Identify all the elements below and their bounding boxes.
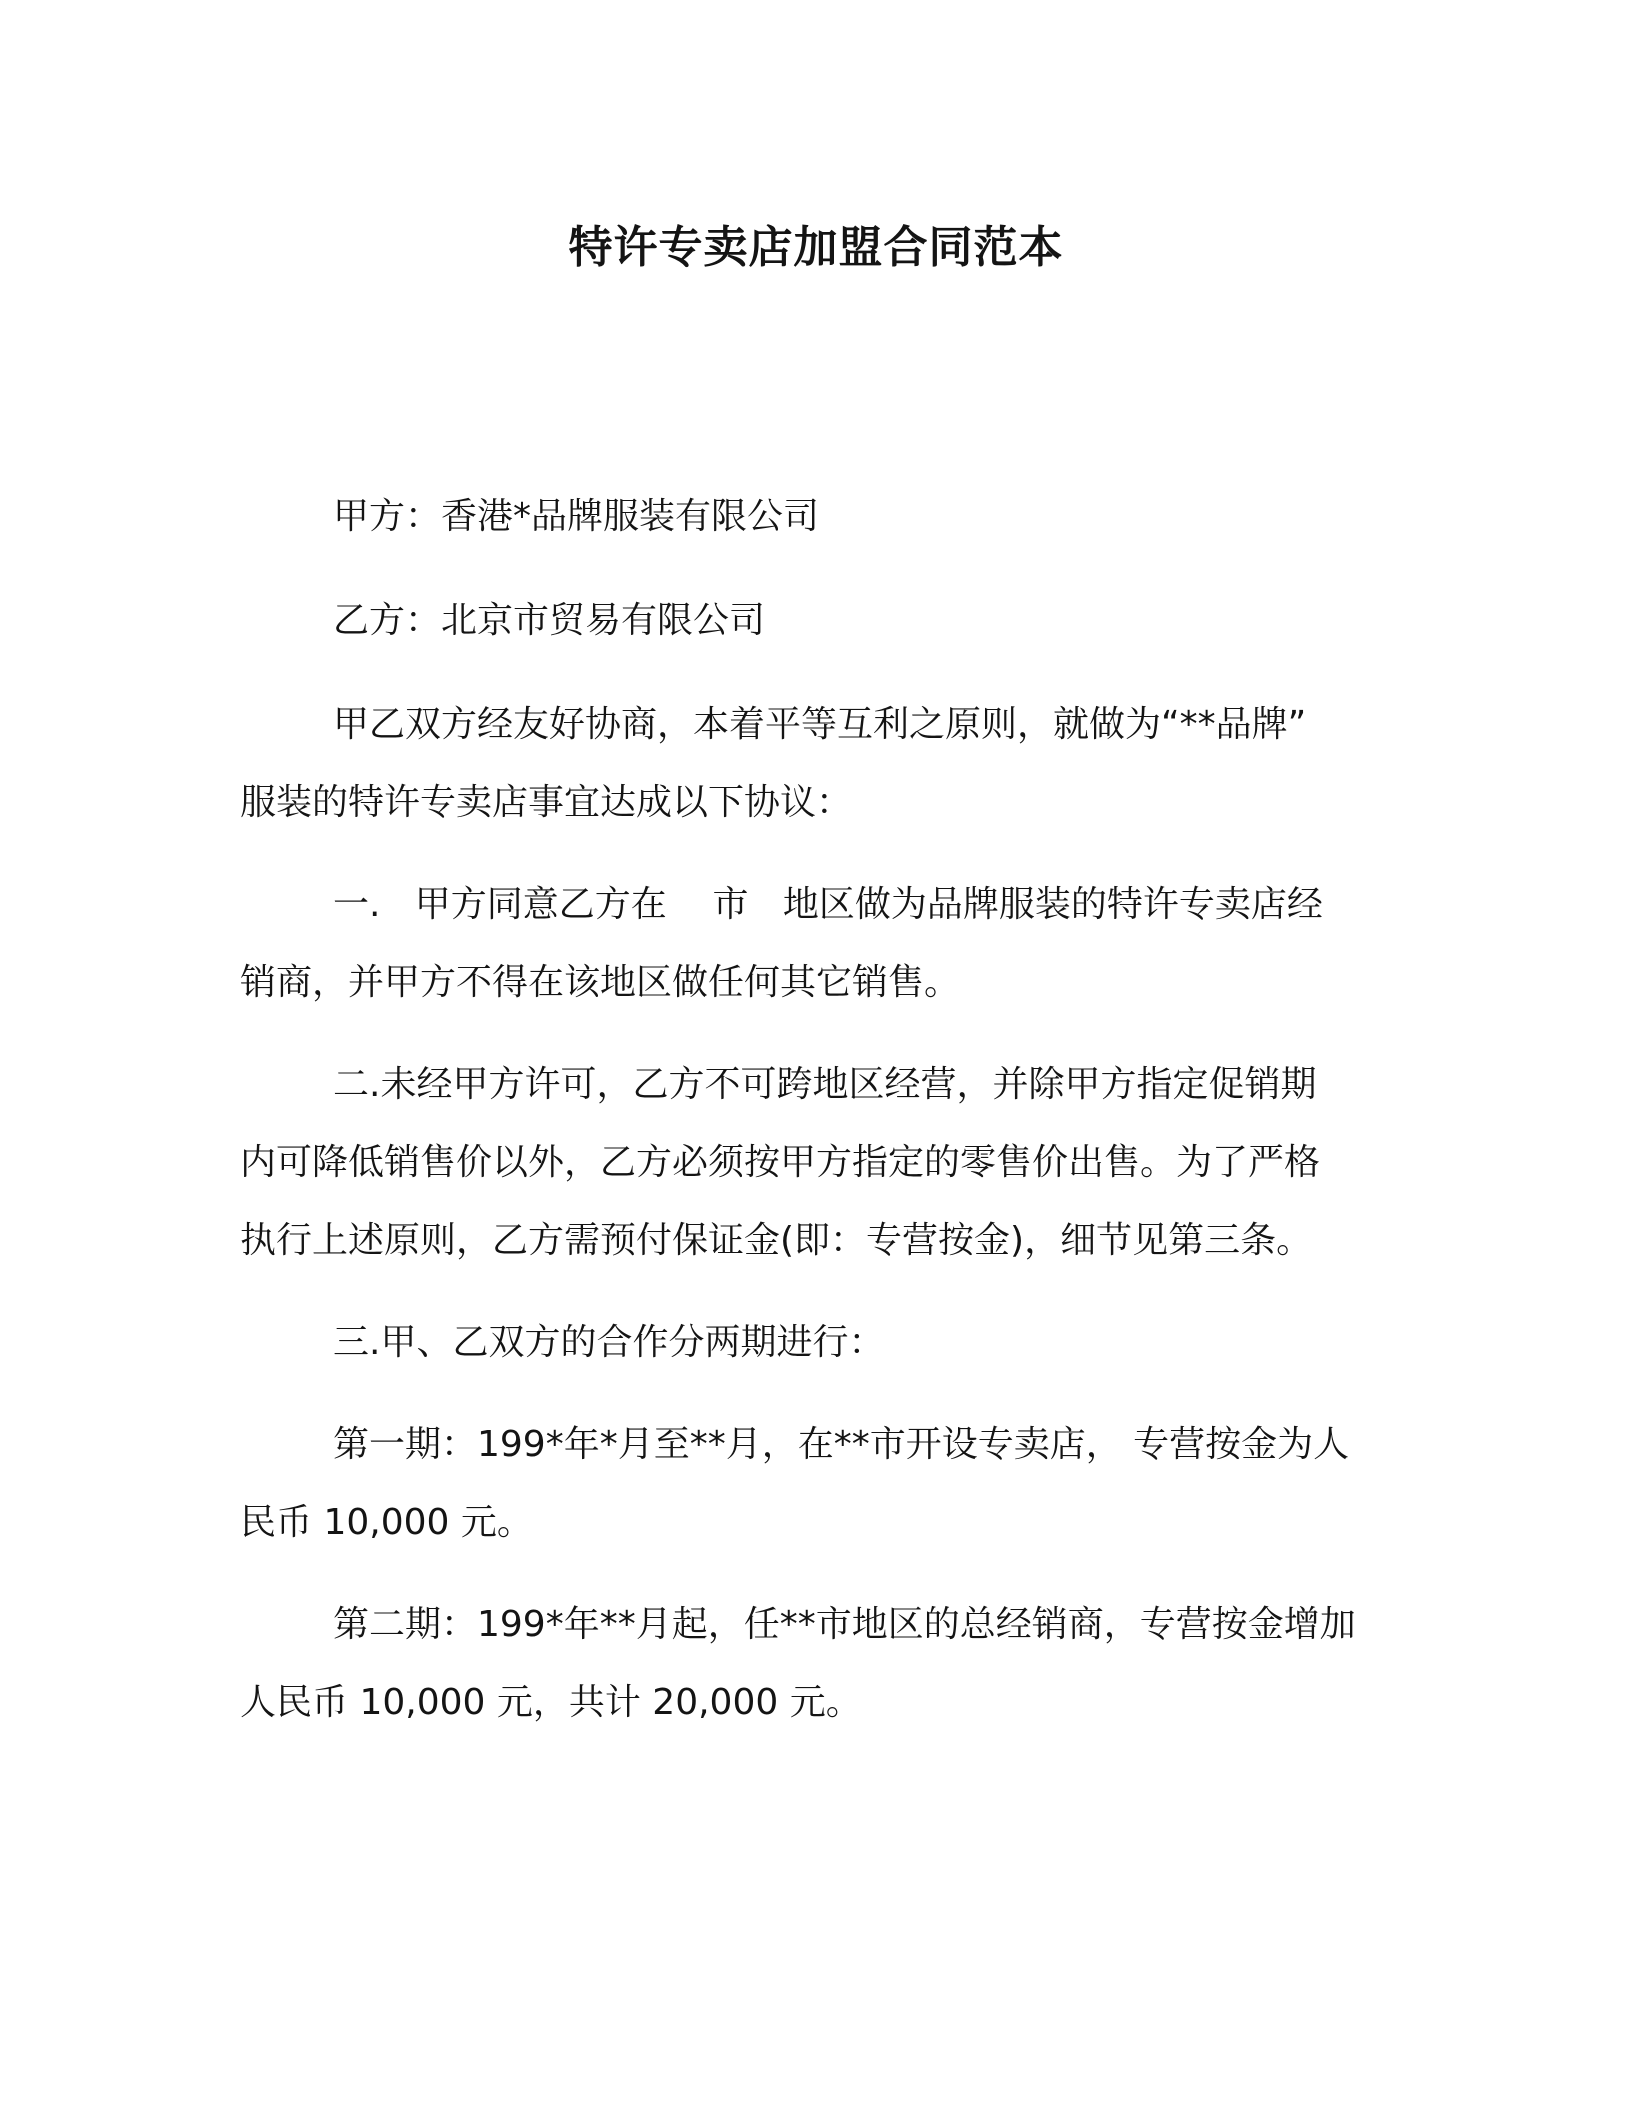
document-title: 特许专卖店加盟合同范本 xyxy=(568,222,1064,273)
phase2-line-2: 人民币 10,000 元，共计 20,000 元。 xyxy=(240,1682,862,1723)
party-b: 乙方：北京市贸易有限公司 xyxy=(333,600,766,641)
clause2-line-3: 执行上述原则，乙方需预付保证金(即：专营按金)，细节见第三条。 xyxy=(240,1220,1313,1261)
clause2-line-1: 二.未经甲方许可，乙方不可跨地区经营，并除甲方指定促销期 xyxy=(333,1064,1317,1105)
clause3-heading: 三.甲、乙双方的合作分两期进行： xyxy=(333,1322,885,1363)
clause2-line-2: 内可降低销售价以外，乙方必须按甲方指定的零售价出售。为了严格 xyxy=(240,1142,1321,1183)
phase1-line-1: 第一期：199*年*月至**月，在**市开设专卖店， 专营按金为人 xyxy=(333,1424,1350,1465)
preamble-line-1: 甲乙双方经友好协商，本着平等互利之原则，就做为“**品牌” xyxy=(333,704,1307,745)
phase2-line-1: 第二期：199*年**月起，任**市地区的总经销商，专营按金增加 xyxy=(333,1604,1356,1645)
phase1-line-2: 民币 10,000 元。 xyxy=(240,1502,533,1543)
preamble-line-2: 服装的特许专卖店事宜达成以下协议： xyxy=(240,782,853,823)
clause1-line-1: 一. 甲方同意乙方在 市 地区做为品牌服装的特许专卖店经 xyxy=(333,884,1323,925)
party-a: 甲方：香港*品牌服装有限公司 xyxy=(333,496,820,537)
clause1-line-2: 销商，并甲方不得在该地区做任何其它销售。 xyxy=(240,962,961,1003)
